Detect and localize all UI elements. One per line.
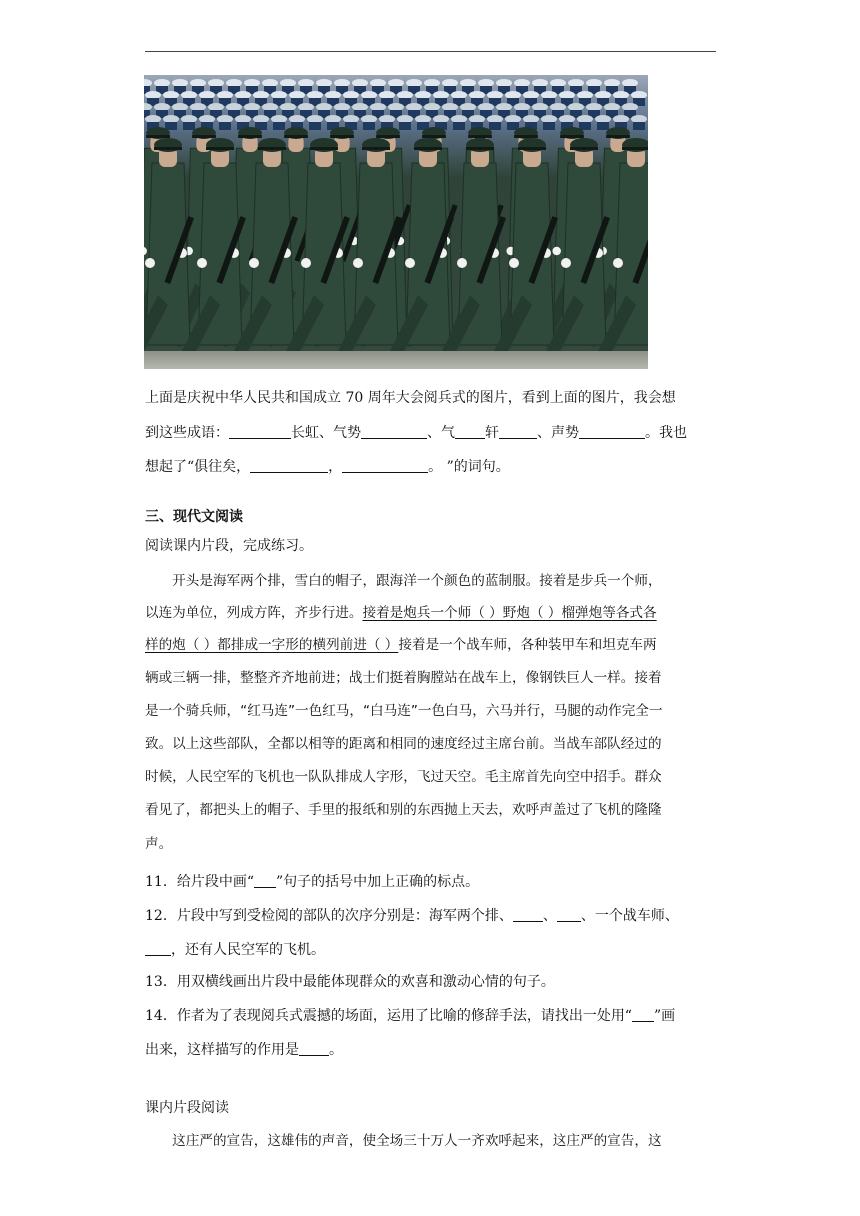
crowd-cap: [631, 91, 647, 99]
crowd-cap: [226, 79, 242, 87]
crowd-cap: [334, 79, 350, 87]
crowd-cap: [262, 79, 278, 87]
soldier-glove: [509, 258, 519, 268]
crowd-cap: [460, 79, 476, 87]
crowd-cap: [145, 91, 161, 99]
passage-line: 样的炮（ ）都排成一字形的横列前进（ ）接着是一个战车师，各种装甲车和坦克车两: [145, 637, 657, 653]
crowd-cap: [289, 115, 305, 123]
soldier-cap-brim: [192, 135, 216, 138]
crowd-cap: [532, 103, 548, 111]
crowd-cap: [352, 79, 368, 87]
answer-blank[interactable]: [250, 458, 328, 473]
crowd-cap: [514, 79, 530, 87]
crowd-body: [543, 122, 555, 130]
crowd-cap: [541, 91, 557, 99]
crowd-cap: [622, 103, 638, 111]
crowd-cap: [343, 91, 359, 99]
crowd-cap: [541, 115, 557, 123]
crowd-cap: [280, 79, 296, 87]
soldier-cap-brim: [422, 135, 446, 138]
crowd-cap: [397, 115, 413, 123]
question-11: 11．给片段中画“ ”句子的括号中加上正确的标点。: [145, 874, 480, 890]
crowd-cap: [343, 115, 359, 123]
soldier-cap-brim: [310, 147, 338, 150]
soldier-cap-brim: [514, 135, 538, 138]
crowd-cap: [523, 91, 539, 99]
section-title: 课内片段阅读: [145, 1100, 229, 1116]
crowd-cap: [172, 103, 188, 111]
answer-blank[interactable]: [513, 907, 543, 922]
crowd-cap: [631, 115, 647, 123]
soldier-glove: [197, 258, 207, 268]
question-12: 12．片段中写到受检阅的部队的次序分别是：海军两个排、 、 、一个战车师、: [145, 908, 679, 924]
question-13: 13．用双横线画出片段中最能体现群众的欢喜和激动心情的句子。: [145, 974, 555, 990]
underline-mark: [254, 873, 276, 888]
crowd-body: [183, 122, 195, 130]
crowd-cap: [370, 103, 386, 111]
passage-line: 这庄严的宣告，这雄伟的声音，使全场三十万人一齐欢呼起来，这庄严的宣告，这: [145, 1133, 662, 1149]
crowd-cap: [406, 103, 422, 111]
question-12-cont: ，还有人民空军的飞机。: [145, 940, 325, 960]
soldier-cap-brim: [206, 147, 234, 150]
passage-line: 致。以上这些部队，全都以相等的距离和相同的速度经过主席台前。当战车部队经过的: [145, 736, 662, 752]
crowd-cap: [586, 79, 602, 87]
crowd-body: [579, 122, 591, 130]
crowd-cap: [145, 115, 161, 123]
underlined-sentence: 接着是炮兵一个师（ ）野炮（ ）榴弹炮等各式各: [362, 605, 657, 621]
soldier-glove: [561, 258, 571, 268]
crowd-cap: [271, 91, 287, 99]
crowd-cap: [451, 115, 467, 123]
passage-line: 时候，人民空军的飞机也一队队排成人字形，飞过天空。毛主席首先向空中招手。群众: [145, 769, 662, 785]
crowd-cap: [325, 115, 341, 123]
crowd-cap: [352, 103, 368, 111]
crowd-cap: [217, 91, 233, 99]
intro-line-2: 到这些成语： 长虹、气势 、气 轩 、声势 。我也: [145, 425, 687, 441]
soldier-glove: [552, 247, 561, 256]
crowd-body: [363, 122, 375, 130]
crowd-cap: [478, 103, 494, 111]
crowd-cap: [298, 103, 314, 111]
crowd-cap: [253, 115, 269, 123]
crowd-cap: [487, 115, 503, 123]
passage-line: 辆或三辆一排，整整齐齐地前进；战士们挺着胸膛站在战车上，像钢铁巨人一样。接着: [145, 670, 662, 686]
crowd-cap: [505, 115, 521, 123]
soldier-cap-brim: [466, 147, 494, 150]
crowd-cap: [388, 103, 404, 111]
crowd-cap: [388, 79, 404, 87]
crowd-cap: [613, 115, 629, 123]
soldier-cap-brim: [570, 147, 598, 150]
crowd-cap: [280, 103, 296, 111]
crowd-cap: [334, 103, 350, 111]
crowd-cap: [172, 79, 188, 87]
crowd-cap: [289, 91, 305, 99]
crowd-cap: [514, 103, 530, 111]
crowd-cap: [271, 115, 287, 123]
crowd-cap: [253, 91, 269, 99]
soldier-cap-brim: [284, 135, 308, 138]
crowd-cap: [442, 79, 458, 87]
soldier-glove: [301, 258, 311, 268]
passage-line: 以连为单位，列成方阵，齐步行进。接着是炮兵一个师（ ）野炮（ ）榴弹炮等各式各: [145, 605, 657, 621]
soldier-glove: [249, 258, 259, 268]
crowd-body: [489, 122, 501, 130]
crowd-cap: [586, 103, 602, 111]
parade-photo: [144, 75, 648, 369]
crowd-cap: [325, 91, 341, 99]
crowd-cap: [199, 91, 215, 99]
crowd-cap: [244, 103, 260, 111]
answer-blank[interactable]: [361, 424, 427, 439]
crowd-cap: [235, 115, 251, 123]
crowd-cap: [298, 79, 314, 87]
crowd-body: [309, 122, 321, 130]
soldier-cap-brim: [622, 147, 648, 150]
crowd-cap: [559, 115, 575, 123]
crowd-cap: [604, 103, 620, 111]
crowd-cap: [568, 79, 584, 87]
crowd-cap: [406, 79, 422, 87]
soldier-cap-brim: [606, 135, 630, 138]
crowd-cap: [469, 91, 485, 99]
answer-blank[interactable]: [299, 1041, 329, 1056]
crowd-cap: [163, 115, 179, 123]
crowd-cap: [154, 103, 170, 111]
crowd-cap: [262, 103, 278, 111]
crowd-cap: [595, 91, 611, 99]
soldier-cap-brim: [258, 147, 286, 150]
soldier-cap-brim: [146, 135, 170, 138]
crowd-cap: [316, 79, 332, 87]
answer-blank[interactable]: [145, 941, 171, 956]
crowd-cap: [487, 91, 503, 99]
crowd-cap: [397, 91, 413, 99]
crowd-body: [507, 122, 519, 130]
passage-line: 声。: [145, 836, 173, 852]
crowd-cap: [577, 115, 593, 123]
crowd-cap: [154, 79, 170, 87]
crowd-cap: [181, 91, 197, 99]
crowd-cap: [433, 115, 449, 123]
crowd-cap: [226, 103, 242, 111]
crowd-cap: [217, 115, 233, 123]
soldier-glove: [405, 258, 415, 268]
soldier-glove: [613, 258, 623, 268]
crowd-cap: [496, 79, 512, 87]
crowd-cap: [361, 91, 377, 99]
crowd-cap: [379, 115, 395, 123]
crowd-cap: [415, 91, 431, 99]
soldier-cap-brim: [238, 135, 262, 138]
crowd-cap: [595, 115, 611, 123]
crowd-body: [633, 122, 645, 130]
crowd-body: [399, 122, 411, 130]
crowd-cap: [307, 115, 323, 123]
crowd-cap: [442, 103, 458, 111]
soldier-cap-brim: [376, 135, 400, 138]
crowd-cap: [622, 79, 638, 87]
crowd-cap: [505, 91, 521, 99]
top-divider: [145, 51, 716, 52]
answer-blank[interactable]: [499, 424, 537, 439]
crowd-cap: [244, 79, 260, 87]
soldier-glove: [145, 258, 155, 268]
crowd-cap: [496, 103, 512, 111]
crowd-cap: [370, 79, 386, 87]
crowd-cap: [577, 91, 593, 99]
crowd-cap: [532, 79, 548, 87]
crowd-cap: [163, 91, 179, 99]
passage-line: 是一个骑兵师，“红马连”一色红马，“白马连”一色白马，六马并行，马腿的动作完全一: [145, 703, 663, 719]
soldier-cap-brim: [414, 147, 442, 150]
section-heading: 三、现代文阅读: [145, 509, 243, 525]
crowd-cap: [316, 103, 332, 111]
section-instruction: 阅读课内片段，完成练习。: [145, 538, 313, 554]
crowd-cap: [559, 91, 575, 99]
crowd-cap: [199, 115, 215, 123]
crowd-cap: [181, 115, 197, 123]
intro-line-1: 上面是庆祝中华人民共和国成立 70 周年大会阅兵式的图片，看到上面的图片，我会想: [145, 390, 676, 406]
crowd-cap: [424, 79, 440, 87]
crowd-cap: [379, 91, 395, 99]
crowd-cap: [415, 115, 431, 123]
soldier-glove: [353, 258, 363, 268]
crowd-cap: [523, 115, 539, 123]
crowd-cap: [307, 91, 323, 99]
crowd-cap: [460, 103, 476, 111]
crowd-cap: [568, 103, 584, 111]
passage-line: 开头是海军两个排，雪白的帽子，跟海洋一个颜色的蓝制服。接着是步兵一个师，: [145, 573, 662, 589]
crowd-cap: [424, 103, 440, 111]
answer-blank[interactable]: [579, 424, 645, 439]
crowd-cap: [469, 115, 485, 123]
passage-line: 看见了，都把头上的帽子、手里的报纸和别的东西抛上天去，欢呼声盖过了飞机的隆隆: [145, 802, 662, 818]
crowd-cap: [190, 79, 206, 87]
crowd-cap: [208, 79, 224, 87]
crowd-cap: [478, 79, 494, 87]
crowd-cap: [235, 91, 251, 99]
crowd-body: [165, 122, 177, 130]
soldier-cap-brim: [362, 147, 390, 150]
soldier-cap-brim: [330, 135, 354, 138]
question-14-cont: 出来，这样描写的作用是 。: [145, 1042, 343, 1058]
crowd-body: [219, 122, 231, 130]
crowd-cap: [208, 103, 224, 111]
crowd-cap: [433, 91, 449, 99]
crowd-cap: [361, 115, 377, 123]
soldier-cap-brim: [518, 147, 546, 150]
answer-blank[interactable]: [229, 424, 291, 439]
question-14: 14．作者为了表现阅兵式震撼的场面，运用了比喻的修辞手法，请找出一处用“ ”画: [145, 1008, 676, 1024]
soldier-cap-brim: [154, 147, 182, 150]
crowd-cap: [550, 103, 566, 111]
answer-blank[interactable]: [342, 458, 428, 473]
underline-mark: [632, 1007, 654, 1022]
soldier-glove: [457, 258, 467, 268]
crowd-body: [597, 122, 609, 130]
crowd-cap: [550, 79, 566, 87]
crowd-body: [453, 122, 465, 130]
answer-blank[interactable]: [557, 907, 581, 922]
crowd-cap: [190, 103, 206, 111]
soldier-cap-brim: [560, 135, 584, 138]
soldier-cap-brim: [468, 135, 492, 138]
crowd-body: [273, 122, 285, 130]
crowd-cap: [604, 79, 620, 87]
underlined-sentence: 样的炮（ ）都排成一字形的横列前进（ ）: [145, 637, 399, 653]
answer-blank[interactable]: [455, 424, 485, 439]
intro-line-3: 想起了“俱往矣， ， 。 ”的词句。: [145, 459, 510, 475]
crowd-cap: [613, 91, 629, 99]
crowd-cap: [451, 91, 467, 99]
